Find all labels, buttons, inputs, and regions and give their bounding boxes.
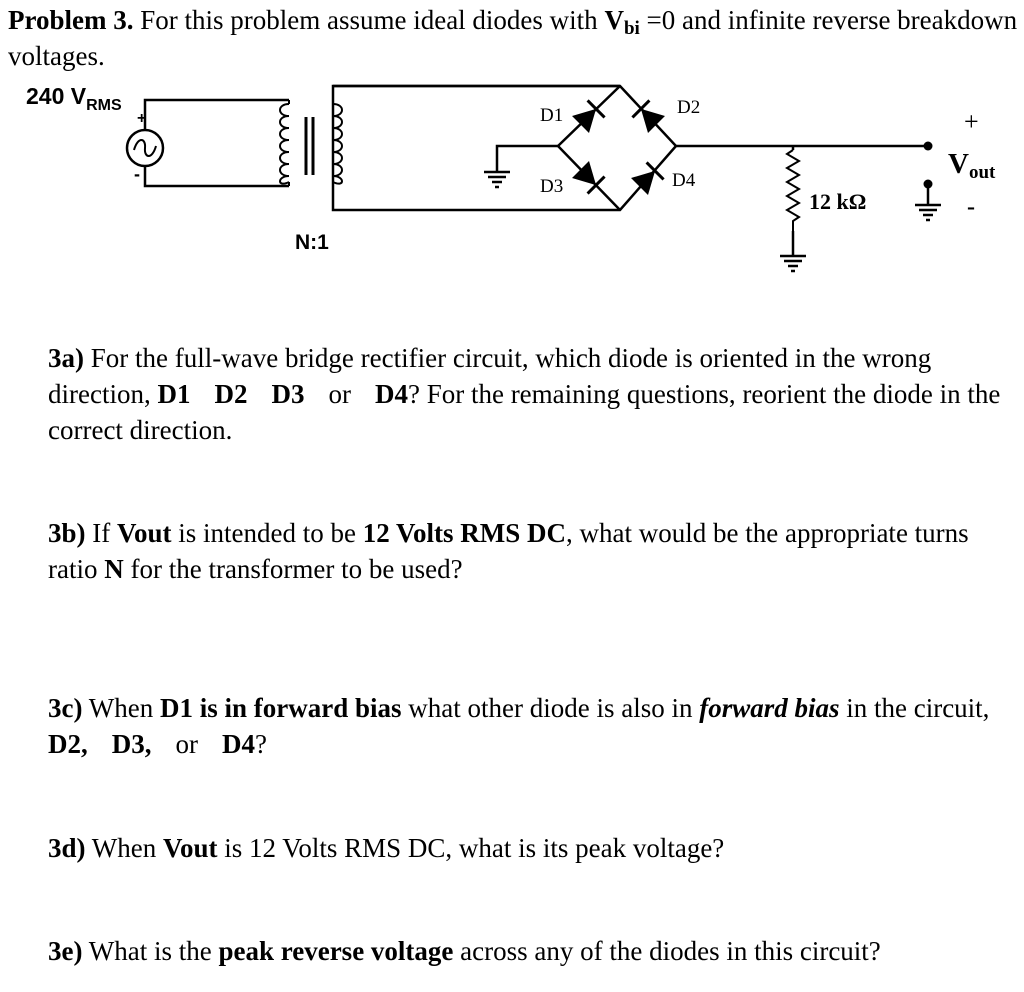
diode-d1-label: D1: [540, 105, 564, 126]
source-plus-sign: +: [137, 110, 147, 127]
diode-d4-label: D4: [672, 170, 696, 191]
question-3d: 3d) When Vout is 12 Volts RMS DC, what is its peak voltage?: [48, 833, 725, 863]
bridge-rectifier-circuit: [0, 0, 1024, 300]
problem-heading: Problem 3.: [8, 5, 134, 35]
ground-icon-output: [915, 205, 941, 220]
resistor-icon: [787, 150, 799, 231]
ground-icon-bridge: [484, 172, 510, 187]
problem-statement: Problem 3. For this problem assume ideal diodes with $V_{bi} =0$ and infinite reverse breakdown voltages.: [8, 5, 1018, 71]
question-3a: 3a) For the full-wave bridge rectifier circuit, which diode is oriented in the wrong direction, D1 D2 D3 or D4? For the remaining questions, reorient the diode in the correct direction.: [48, 343, 1001, 445]
turns-ratio-label: N:1: [295, 231, 329, 254]
output-terminal-minus: [924, 180, 933, 189]
diode-d3-label: D3: [540, 176, 564, 197]
question-3c: 3c) When D1 is in forward bias what other diode is also in forward bias in the circuit, D2, D3, or D4?: [48, 693, 990, 759]
question-3b: 3b) If Vout is intended to be 12 Volts RMS DC, what would be the appropriate turns ratio N for the transformer to be used?: [48, 518, 969, 584]
ac-source-icon: [127, 130, 163, 166]
resistor-label: 12 kΩ: [809, 189, 867, 214]
question-3e: 3e) What is the peak reverse voltage across any of the diodes in this circuit?: [48, 936, 881, 966]
output-voltage-label: Vout: [948, 148, 996, 183]
source-voltage-label: 240 $V_{RMS}$: [26, 83, 122, 114]
output-terminal-plus: [924, 142, 933, 151]
source-minus-sign: -: [134, 164, 140, 184]
ground-icon-resistor: [780, 256, 806, 271]
output-plus-sign: +: [964, 107, 979, 136]
output-minus-sign: -: [967, 194, 975, 220]
diode-d2-label: D2: [677, 97, 701, 118]
